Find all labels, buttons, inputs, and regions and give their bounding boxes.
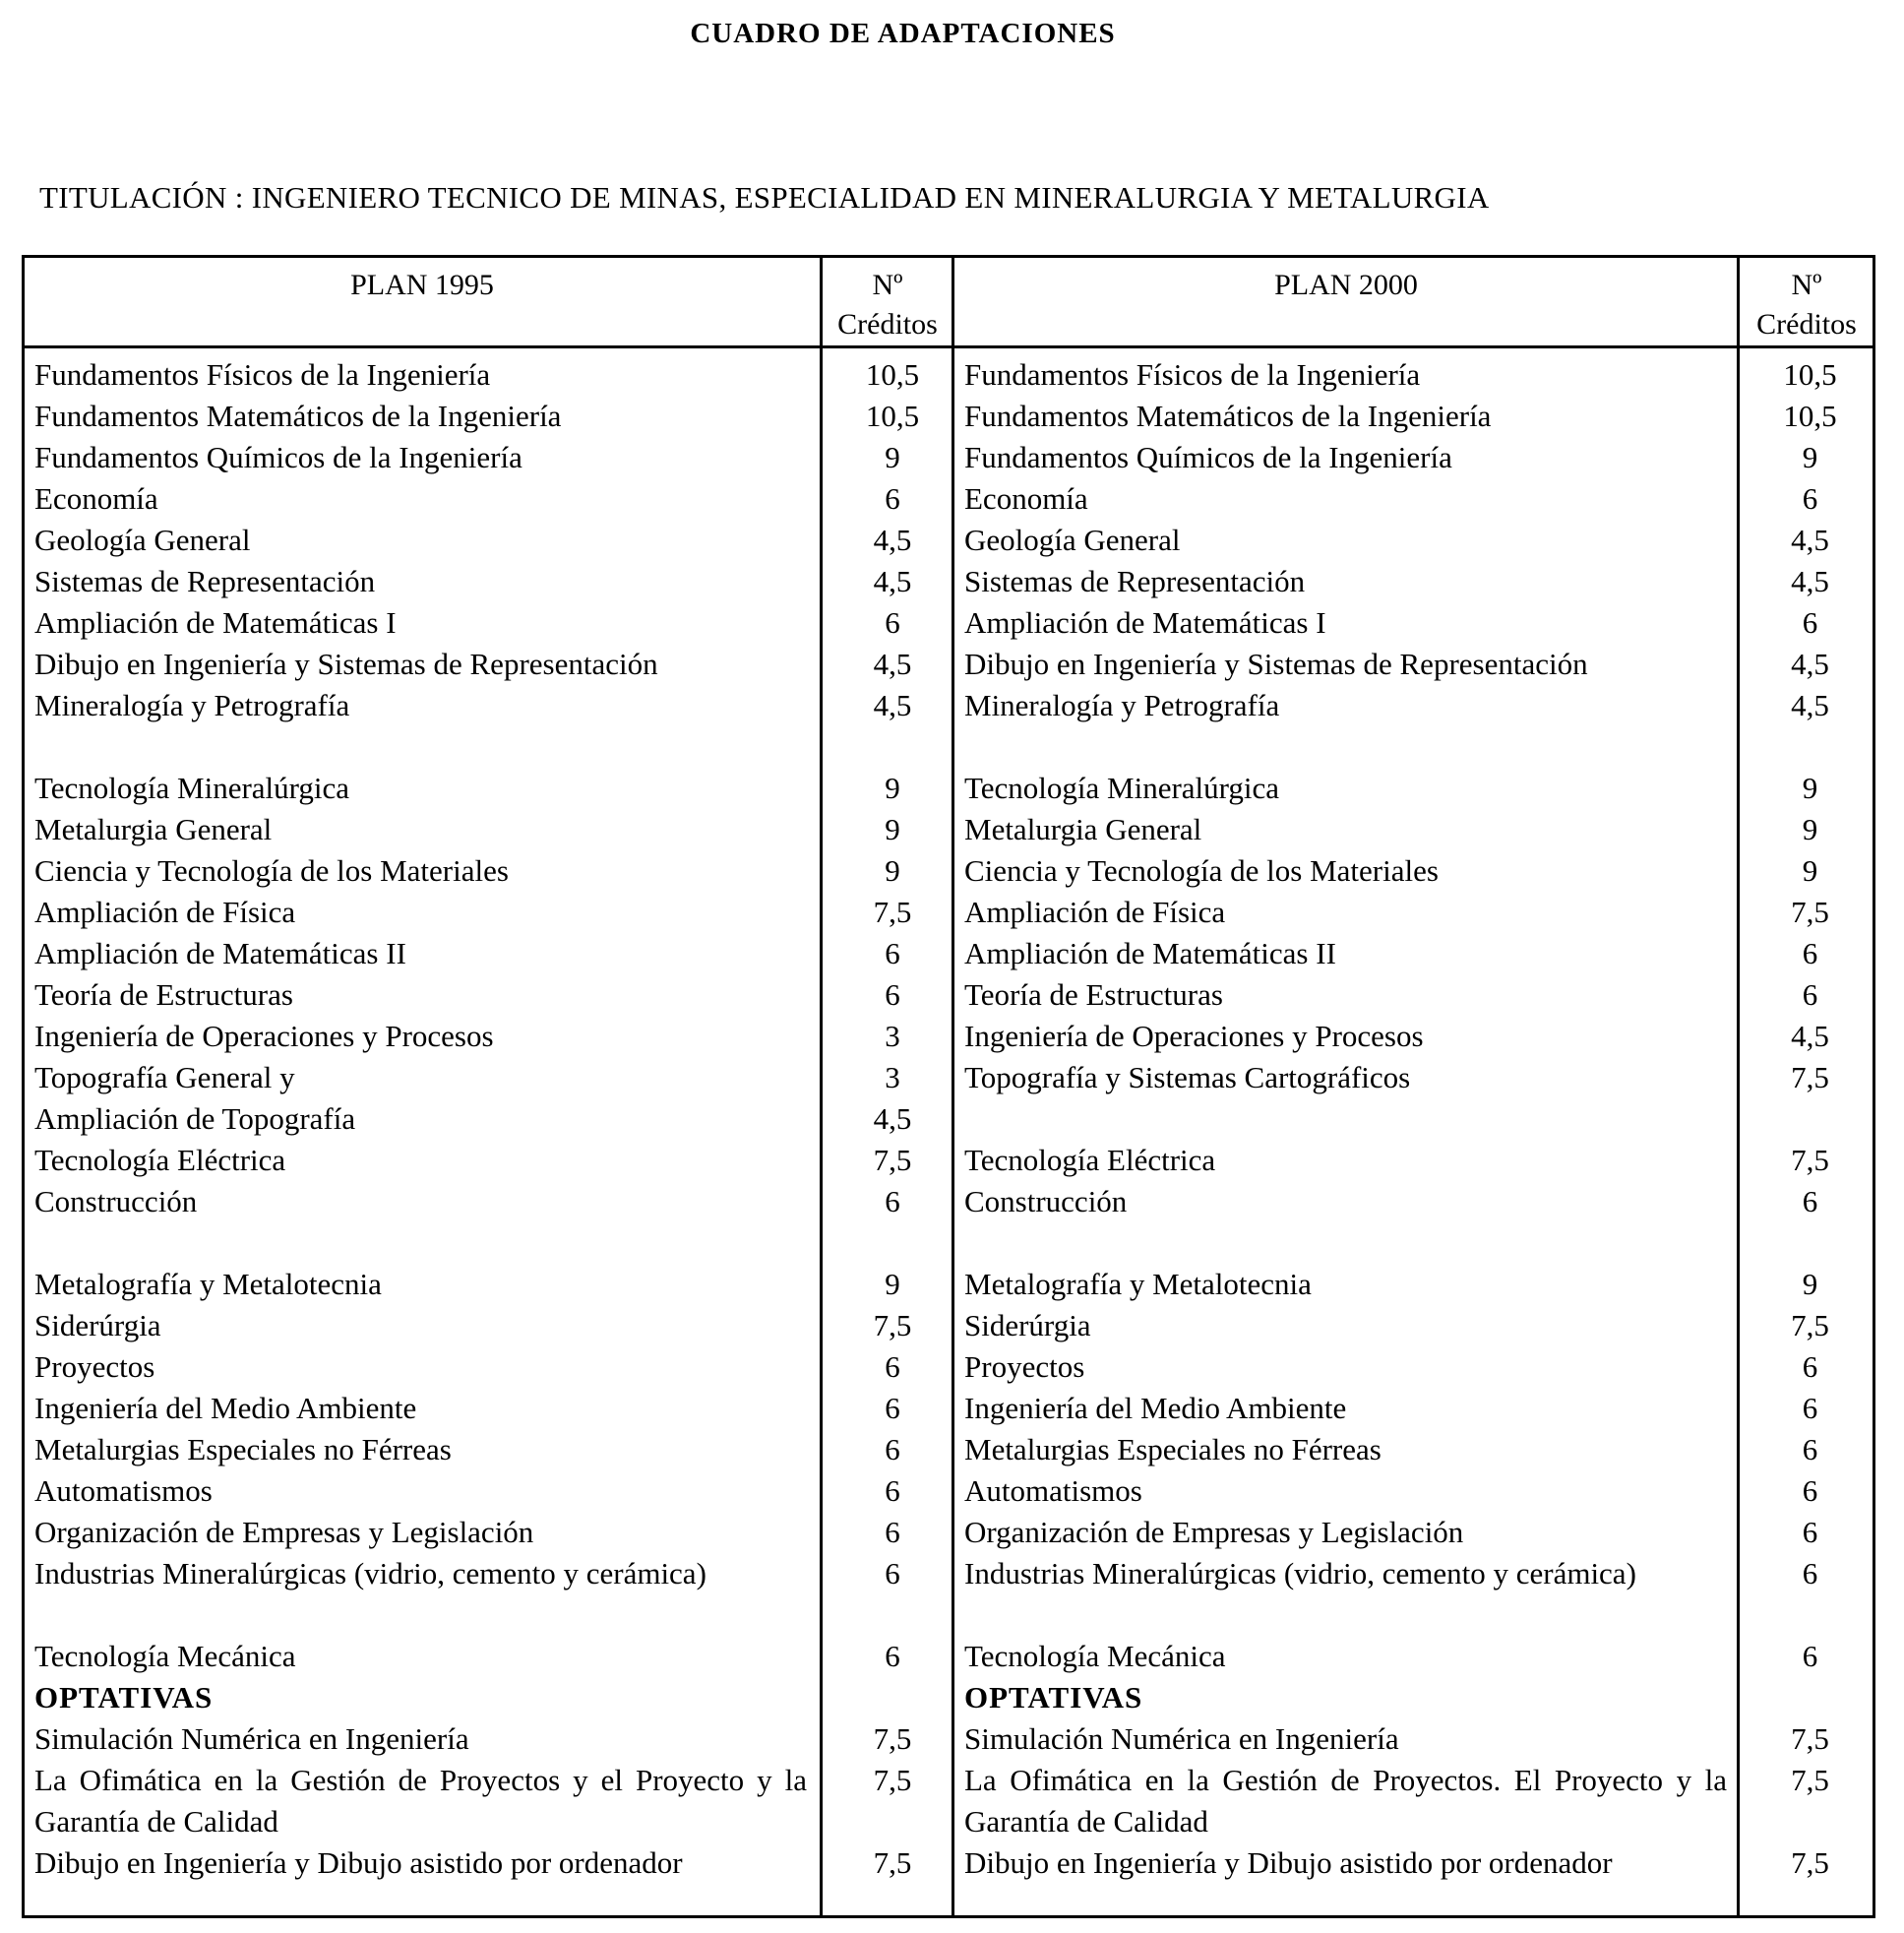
credits-2000: 6 bbox=[1802, 977, 1818, 1012]
header-creditos-num: Nº bbox=[872, 269, 903, 301]
subject-2000: Tecnología Eléctrica bbox=[964, 1143, 1216, 1177]
subject-1995: Sistemas de Representación bbox=[34, 564, 376, 598]
credits-2000: 7,5 bbox=[1791, 1845, 1829, 1880]
credits-1995: 10,5 bbox=[865, 399, 920, 433]
header-plan-2000: PLAN 2000 bbox=[1274, 269, 1418, 301]
credits-1995: 9 bbox=[885, 853, 900, 888]
subject-1995: Industrias Mineralúrgicas (vidrio, cemento y cerámica) bbox=[34, 1556, 706, 1590]
subject-1995: Topografía General y bbox=[34, 1060, 295, 1094]
document-title: CUADRO DE ADAPTACIONES bbox=[690, 18, 1116, 49]
subject-2000: Metalografía y Metalotecnia bbox=[964, 1267, 1312, 1301]
credits-2000: 6 bbox=[1802, 1473, 1818, 1508]
credits-1995: 6 bbox=[885, 1515, 900, 1549]
subject-2000: Ingeniería de Operaciones y Procesos bbox=[964, 1019, 1424, 1053]
credits-1995: 7,5 bbox=[873, 1143, 912, 1177]
credits-1995: 3 bbox=[885, 1019, 900, 1053]
subject-1995: Ingeniería de Operaciones y Procesos bbox=[34, 1019, 494, 1053]
subject-2000: Fundamentos Físicos de la Ingeniería bbox=[964, 357, 1421, 392]
subject-1995: Ampliación de Topografía bbox=[34, 1101, 356, 1136]
credits-2000: 4,5 bbox=[1791, 564, 1829, 598]
subject-2000: Fundamentos Químicos de la Ingeniería bbox=[964, 440, 1452, 474]
credits-1995: 4,5 bbox=[873, 647, 912, 681]
credits-1995: 4,5 bbox=[873, 523, 912, 557]
subject-1995: Metalografía y Metalotecnia bbox=[34, 1267, 382, 1301]
credits-2000: 10,5 bbox=[1783, 399, 1837, 433]
credits-2000: 6 bbox=[1802, 1639, 1818, 1673]
subject-2000: Metalurgia General bbox=[964, 812, 1202, 846]
credits-2000: 6 bbox=[1802, 1184, 1818, 1218]
subject-2000: Mineralogía y Petrografía bbox=[964, 688, 1280, 722]
credits-1995: 9 bbox=[885, 440, 900, 474]
subject-2000: Ampliación de Física bbox=[964, 895, 1226, 929]
credits-1995: 6 bbox=[885, 1349, 900, 1384]
subject-2000: Proyectos bbox=[964, 1349, 1085, 1384]
subject-1995: Tecnología Mecánica bbox=[34, 1639, 296, 1673]
credits-1995: 6 bbox=[885, 1473, 900, 1508]
credits-2000: 7,5 bbox=[1791, 1060, 1829, 1094]
header-creditos-label: Créditos bbox=[837, 308, 938, 341]
credits-2000: 4,5 bbox=[1791, 523, 1829, 557]
credits-2000: 7,5 bbox=[1791, 895, 1829, 929]
credits-1995: 6 bbox=[885, 1432, 900, 1466]
credits-1995: 6 bbox=[885, 481, 900, 516]
subject-2000: Construcción bbox=[964, 1184, 1128, 1218]
credits-2000: 6 bbox=[1802, 1556, 1818, 1590]
header-creditos-label: Créditos bbox=[1756, 308, 1857, 341]
subject-1995: Teoría de Estructuras bbox=[34, 977, 293, 1012]
subject-2000: Fundamentos Matemáticos de la Ingeniería bbox=[964, 399, 1492, 433]
credits-2000: 4,5 bbox=[1791, 1019, 1829, 1053]
credits-1995: 4,5 bbox=[873, 564, 912, 598]
credits-1995: 6 bbox=[885, 605, 900, 640]
header-creditos-2000 bbox=[1741, 266, 1873, 344]
subject-1995: Fundamentos Matemáticos de la Ingeniería bbox=[34, 399, 562, 433]
credits-2000: 7,5 bbox=[1791, 1721, 1829, 1756]
subject-1995: Fundamentos Físicos de la Ingeniería bbox=[34, 357, 491, 392]
subject-2000: Ingeniería del Medio Ambiente bbox=[964, 1391, 1347, 1425]
subject-1995: Tecnología Eléctrica bbox=[34, 1143, 286, 1177]
column-divider bbox=[1737, 258, 1740, 1915]
header-creditos-num: Nº bbox=[1791, 269, 1822, 301]
subject-2000: Siderúrgia bbox=[964, 1308, 1091, 1342]
credits-1995: 6 bbox=[885, 977, 900, 1012]
subject-2000: OPTATIVAS bbox=[964, 1680, 1143, 1715]
credits-1995: 6 bbox=[885, 1391, 900, 1425]
credits-2000: 6 bbox=[1802, 936, 1818, 970]
subject-2000: Dibujo en Ingeniería y Sistemas de Representación bbox=[964, 647, 1588, 681]
credits-1995: 4,5 bbox=[873, 1101, 912, 1136]
subject-1995: Siderúrgia bbox=[34, 1308, 161, 1342]
subject-1995: Organización de Empresas y Legislación bbox=[34, 1515, 534, 1549]
subject-1995: Ampliación de Matemáticas II bbox=[34, 936, 406, 970]
subject-1995: Proyectos bbox=[34, 1349, 155, 1384]
subject-1995: Ampliación de Matemáticas I bbox=[34, 605, 397, 640]
credits-2000: 4,5 bbox=[1791, 688, 1829, 722]
subject-2000: Topografía y Sistemas Cartográficos bbox=[964, 1060, 1411, 1094]
subject-2000: Ampliación de Matemáticas I bbox=[964, 605, 1326, 640]
header-divider bbox=[25, 345, 1873, 348]
credits-2000: 9 bbox=[1802, 853, 1818, 888]
credits-1995: 7,5 bbox=[873, 895, 912, 929]
subject-2000: Sistemas de Representación bbox=[964, 564, 1306, 598]
credits-1995: 7,5 bbox=[873, 1308, 912, 1342]
titulacion-line: TITULACIÓN : INGENIERO TECNICO DE MINAS, ESPECIALIDAD EN MINERALURGIA Y METALURGIA bbox=[39, 180, 1490, 215]
subject-2000: Industrias Mineralúrgicas (vidrio, cemento y cerámica) bbox=[964, 1556, 1636, 1590]
subject-1995: Fundamentos Químicos de la Ingeniería bbox=[34, 440, 522, 474]
subject-1995: Metalurgia General bbox=[34, 812, 273, 846]
subject-1995: Economía bbox=[34, 481, 158, 516]
subject-1995: Dibujo en Ingeniería y Sistemas de Representación bbox=[34, 647, 658, 681]
credits-1995: 6 bbox=[885, 1639, 900, 1673]
subject-1995: Metalurgias Especiales no Férreas bbox=[34, 1432, 452, 1466]
credits-2000: 6 bbox=[1802, 481, 1818, 516]
credits-1995: 6 bbox=[885, 936, 900, 970]
credits-1995: 7,5 bbox=[873, 1721, 912, 1756]
credits-2000: 7,5 bbox=[1791, 1143, 1829, 1177]
subject-1995: Ciencia y Tecnología de los Materiales bbox=[34, 853, 509, 888]
subject-1995: Automatismos bbox=[34, 1473, 213, 1508]
credits-2000: 9 bbox=[1802, 812, 1818, 846]
credits-1995: 6 bbox=[885, 1556, 900, 1590]
subject-1995: Tecnología Mineralúrgica bbox=[34, 771, 350, 805]
credits-2000: 7,5 bbox=[1791, 1308, 1829, 1342]
subject-1995: Ingeniería del Medio Ambiente bbox=[34, 1391, 417, 1425]
subject-1995: OPTATIVAS bbox=[34, 1680, 214, 1715]
subject-2000: Tecnología Mineralúrgica bbox=[964, 771, 1280, 805]
credits-2000: 9 bbox=[1802, 771, 1818, 805]
credits-2000: 9 bbox=[1802, 440, 1818, 474]
credits-2000: 7,5 bbox=[1791, 1763, 1829, 1797]
subject-2000: Teoría de Estructuras bbox=[964, 977, 1223, 1012]
subject-2000: Geología General bbox=[964, 523, 1181, 557]
subject-2000: Ampliación de Matemáticas II bbox=[964, 936, 1336, 970]
column-divider bbox=[820, 258, 823, 1915]
credits-1995: 7,5 bbox=[873, 1763, 912, 1797]
credits-1995: 10,5 bbox=[865, 357, 920, 392]
subject-2000: Ciencia y Tecnología de los Materiales bbox=[964, 853, 1439, 888]
credits-1995: 4,5 bbox=[873, 688, 912, 722]
credits-2000: 6 bbox=[1802, 605, 1818, 640]
header-plan-1995: PLAN 1995 bbox=[350, 269, 494, 301]
subject-2000: Organización de Empresas y Legislación bbox=[964, 1515, 1464, 1549]
subject-1995: Ampliación de Física bbox=[34, 895, 296, 929]
credits-2000: 6 bbox=[1802, 1391, 1818, 1425]
subject-2000: La Ofimática en la Gestión de Proyectos. El Proyecto y la Garantía de Calidad bbox=[964, 1763, 1727, 1839]
subject-2000: Economía bbox=[964, 481, 1088, 516]
adaptation-table bbox=[22, 255, 1875, 1918]
credits-2000: 4,5 bbox=[1791, 647, 1829, 681]
subject-2000: Metalurgias Especiales no Férreas bbox=[964, 1432, 1382, 1466]
subject-1995: Dibujo en Ingeniería y Dibujo asistido por ordenador bbox=[34, 1845, 683, 1880]
subject-2000: Automatismos bbox=[964, 1473, 1142, 1508]
subject-1995: Mineralogía y Petrografía bbox=[34, 688, 350, 722]
credits-1995: 9 bbox=[885, 771, 900, 805]
credits-1995: 3 bbox=[885, 1060, 900, 1094]
subject-2000: Dibujo en Ingeniería y Dibujo asistido por ordenador bbox=[964, 1845, 1613, 1880]
credits-2000: 9 bbox=[1802, 1267, 1818, 1301]
credits-1995: 7,5 bbox=[873, 1845, 912, 1880]
subject-1995: Construcción bbox=[34, 1184, 198, 1218]
subject-1995: Simulación Numérica en Ingeniería bbox=[34, 1721, 469, 1756]
credits-2000: 10,5 bbox=[1783, 357, 1837, 392]
subject-1995: La Ofimática en la Gestión de Proyectos y el Proyecto y la Garantía de Calidad bbox=[34, 1763, 807, 1839]
credits-1995: 6 bbox=[885, 1184, 900, 1218]
credits-2000: 6 bbox=[1802, 1432, 1818, 1466]
subject-1995: Geología General bbox=[34, 523, 251, 557]
credits-2000: 6 bbox=[1802, 1349, 1818, 1384]
header-creditos-1995 bbox=[824, 266, 952, 344]
subject-2000: Tecnología Mecánica bbox=[964, 1639, 1226, 1673]
credits-1995: 9 bbox=[885, 812, 900, 846]
credits-1995: 9 bbox=[885, 1267, 900, 1301]
subject-2000: Simulación Numérica en Ingeniería bbox=[964, 1721, 1399, 1756]
credits-2000: 6 bbox=[1802, 1515, 1818, 1549]
